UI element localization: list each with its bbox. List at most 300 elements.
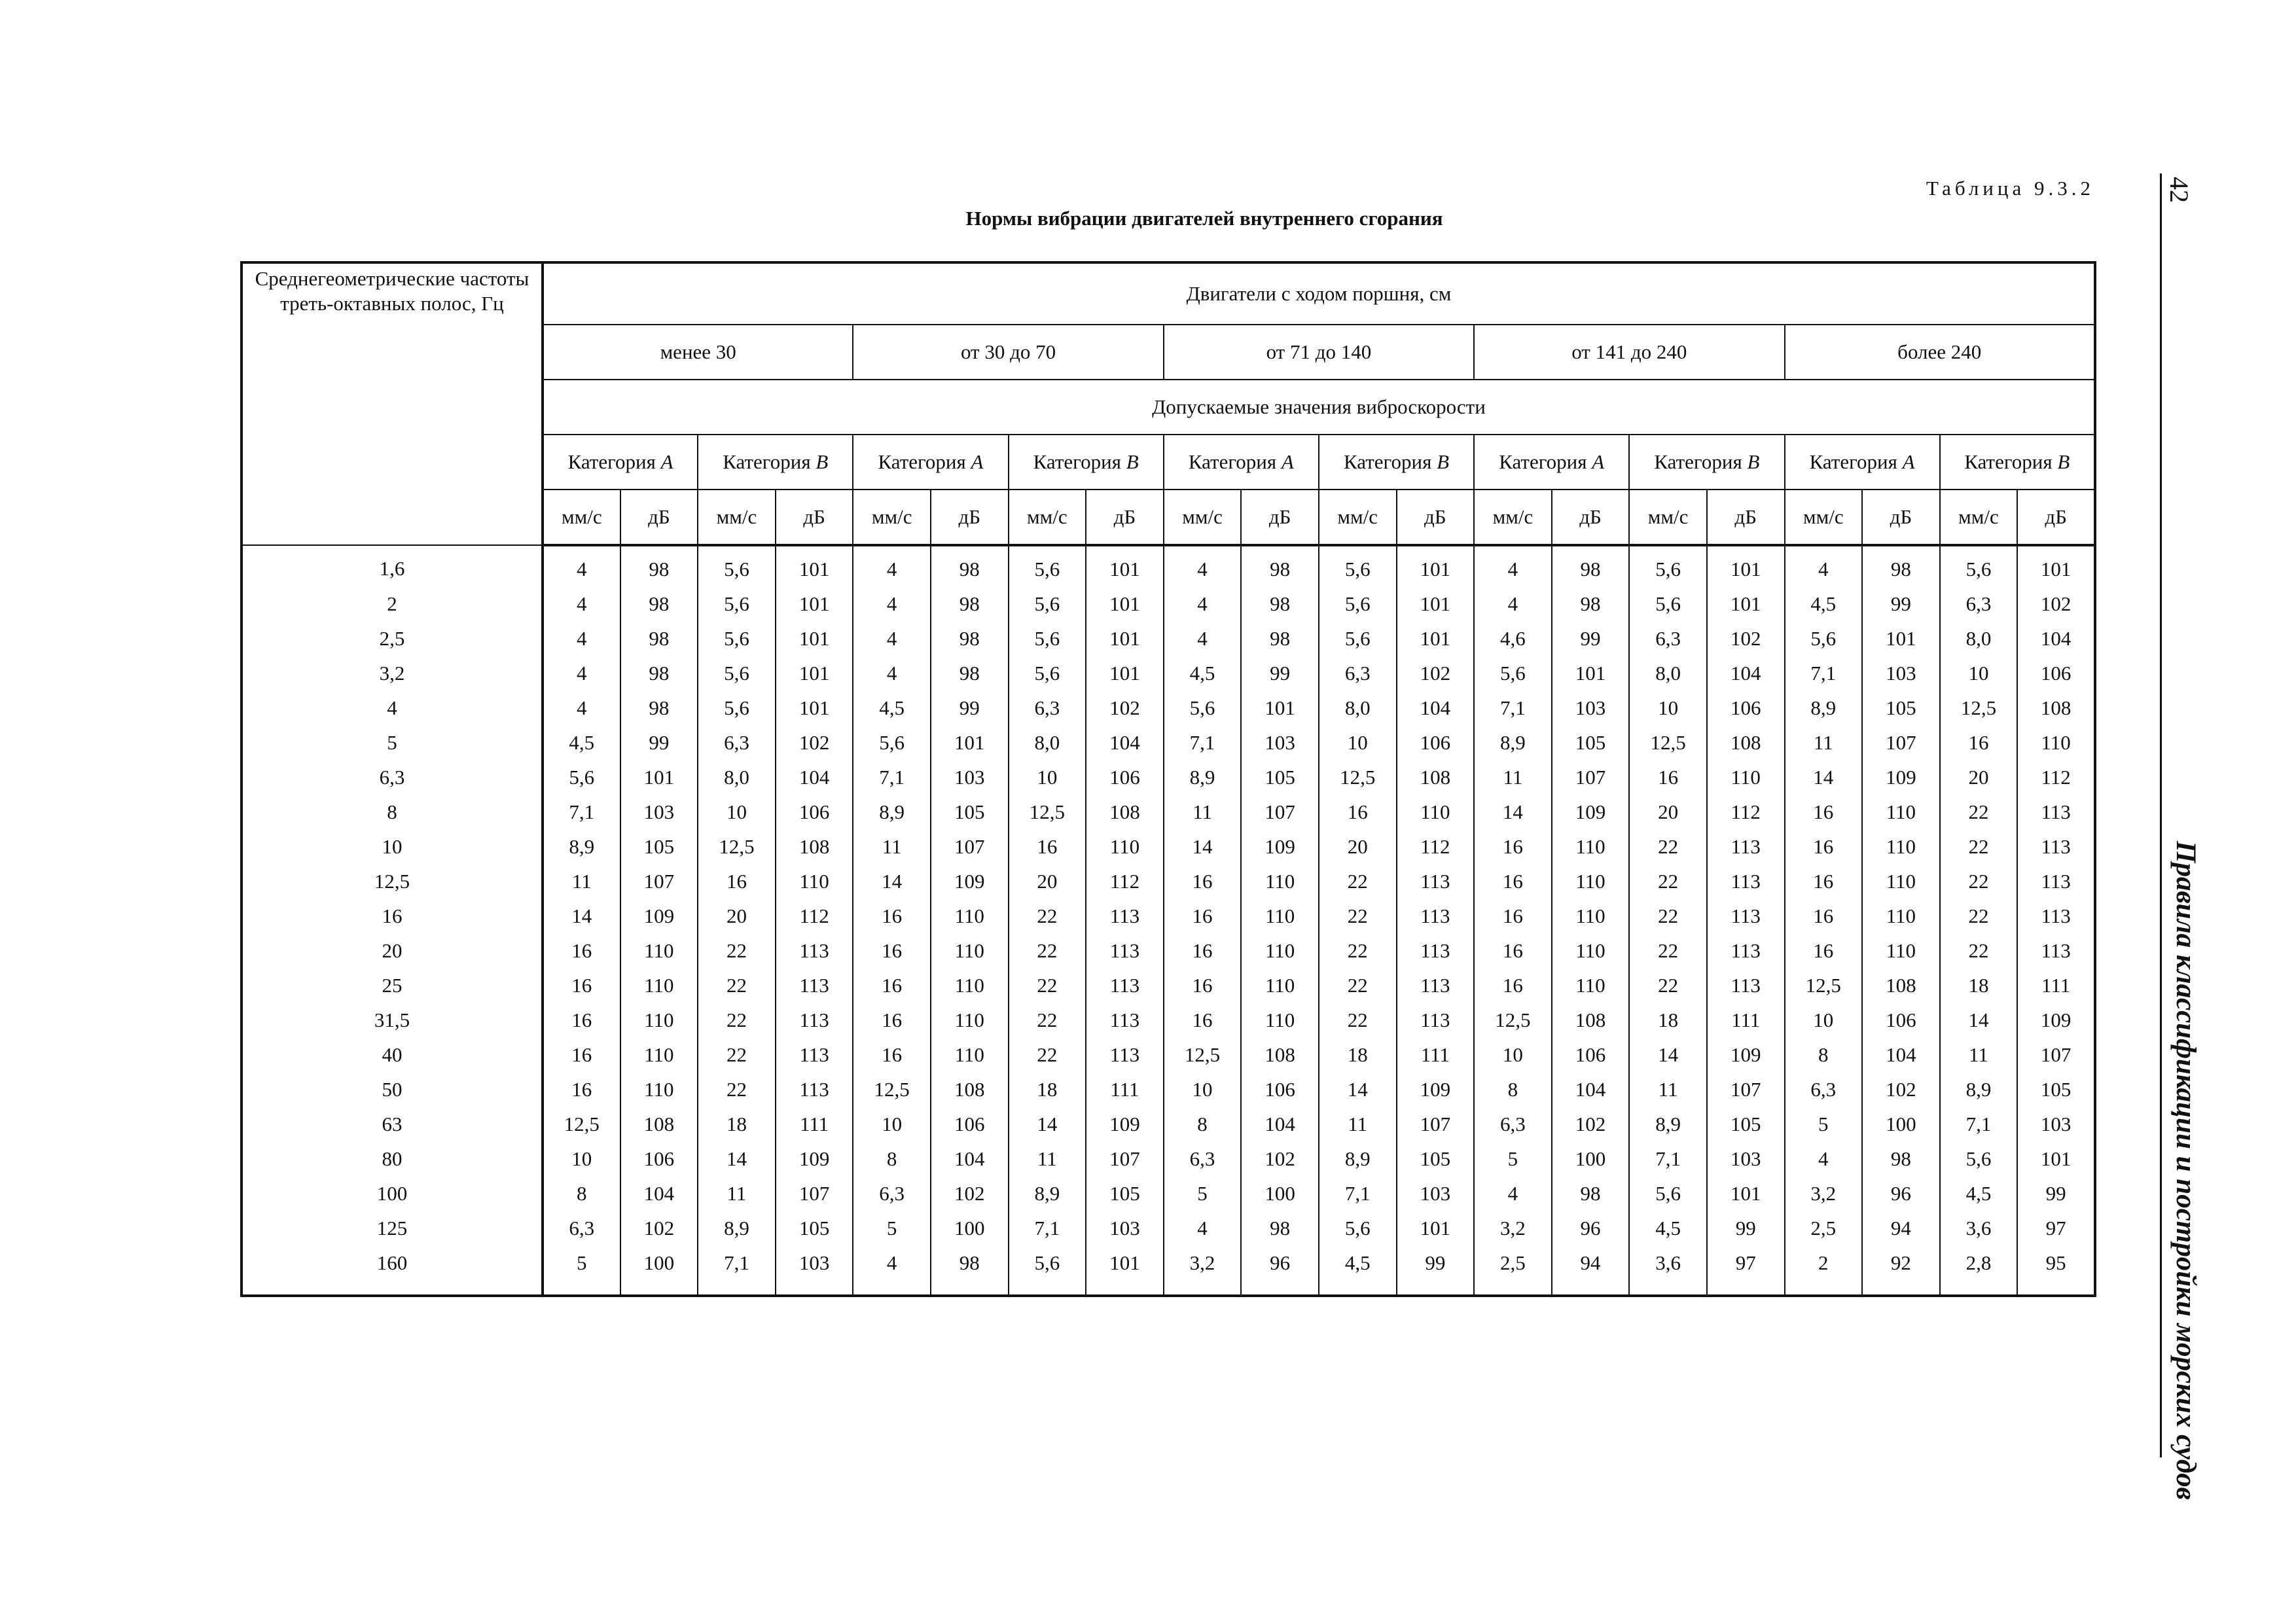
category-b-header — [698, 435, 853, 490]
velocity-db-cell: 99 — [1862, 586, 1940, 621]
velocity-db-cell: 104 — [776, 760, 853, 794]
velocity-db-cell: 101 — [2017, 545, 2095, 586]
category-label: Категория — [1964, 450, 2053, 473]
velocity-mms-cell: 6,3 — [1009, 690, 1086, 725]
velocity-db-cell: 102 — [1241, 1141, 1319, 1176]
velocity-db-cell: 100 — [1862, 1107, 1940, 1141]
velocity-mms-cell: 4 — [1785, 545, 1863, 586]
table-row — [242, 899, 2095, 933]
velocity-db-cell: 108 — [1552, 1003, 1630, 1037]
velocity-mms-cell: 8,9 — [853, 794, 931, 829]
category-a-header — [853, 435, 1008, 490]
velocity-mms-cell: 14 — [1629, 1037, 1707, 1072]
velocity-mms-cell: 5,6 — [1319, 621, 1397, 656]
velocity-mms-cell: 16 — [1785, 864, 1863, 899]
velocity-db-cell: 113 — [776, 968, 853, 1003]
velocity-db-cell: 110 — [931, 968, 1009, 1003]
velocity-db-cell: 108 — [1086, 794, 1164, 829]
table-row — [242, 1037, 2095, 1072]
velocity-db-cell: 113 — [2017, 933, 2095, 968]
velocity-mms-cell: 5,6 — [1009, 586, 1086, 621]
velocity-db-cell: 113 — [1707, 933, 1785, 968]
velocity-mms-cell: 8,9 — [1940, 1072, 2018, 1107]
velocity-mms-cell: 8,9 — [1474, 725, 1552, 760]
unit-mms-header: мм/с — [1319, 490, 1397, 545]
frequency-column-header: Среднегеометрические частоты треть-октавных полос, Гц — [242, 262, 543, 545]
velocity-db-cell: 98 — [1552, 586, 1630, 621]
table-row — [242, 933, 2095, 968]
velocity-db-cell: 110 — [1862, 794, 1940, 829]
velocity-mms-cell: 7,1 — [698, 1245, 776, 1296]
velocity-db-cell: 110 — [620, 1037, 698, 1072]
category-letter: A — [660, 450, 673, 473]
velocity-mms-cell: 5 — [543, 1245, 620, 1296]
velocity-mms-cell: 14 — [853, 864, 931, 899]
velocity-mms-cell: 7,1 — [853, 760, 931, 794]
velocity-db-cell: 102 — [1707, 621, 1785, 656]
velocity-mms-cell: 4 — [543, 545, 620, 586]
velocity-db-cell: 95 — [2017, 1245, 2095, 1296]
table-row — [242, 545, 2095, 586]
velocity-mms-cell: 4 — [1164, 586, 1242, 621]
velocity-mms-cell: 12,5 — [1164, 1037, 1242, 1072]
table-row — [242, 1141, 2095, 1176]
table-row — [242, 760, 2095, 794]
velocity-mms-cell: 6,3 — [543, 1211, 620, 1245]
velocity-mms-cell: 6,3 — [853, 1176, 931, 1211]
unit-mms-header: мм/с — [1940, 490, 2018, 545]
velocity-db-cell: 113 — [1397, 968, 1475, 1003]
velocity-db-cell: 102 — [1552, 1107, 1630, 1141]
velocity-mms-cell: 12,5 — [853, 1072, 931, 1107]
velocity-mms-cell: 5,6 — [698, 586, 776, 621]
velocity-db-cell: 101 — [1707, 1176, 1785, 1211]
velocity-mms-cell: 16 — [853, 899, 931, 933]
category-letter: A — [1592, 450, 1605, 473]
velocity-mms-cell: 7,1 — [1474, 690, 1552, 725]
velocity-db-cell: 106 — [1552, 1037, 1630, 1072]
velocity-db-cell: 113 — [1086, 1037, 1164, 1072]
velocity-db-cell: 109 — [1552, 794, 1630, 829]
velocity-db-cell: 113 — [1397, 899, 1475, 933]
velocity-db-cell: 102 — [1397, 656, 1475, 690]
velocity-db-cell: 100 — [620, 1245, 698, 1296]
unit-db-header: дБ — [620, 490, 698, 545]
velocity-mms-cell: 8 — [543, 1176, 620, 1211]
velocity-db-cell: 106 — [931, 1107, 1009, 1141]
velocity-db-cell: 112 — [1397, 829, 1475, 864]
velocity-db-cell: 113 — [1397, 1003, 1475, 1037]
velocity-db-cell: 98 — [1552, 1176, 1630, 1211]
velocity-mms-cell: 11 — [543, 864, 620, 899]
frequency-cell: 80 — [242, 1141, 543, 1176]
velocity-db-cell: 98 — [1241, 621, 1319, 656]
velocity-mms-cell: 5 — [1785, 1107, 1863, 1141]
velocity-mms-cell: 14 — [1474, 794, 1552, 829]
velocity-db-cell: 99 — [2017, 1176, 2095, 1211]
velocity-mms-cell: 2,5 — [1474, 1245, 1552, 1296]
velocity-mms-cell: 12,5 — [1785, 968, 1863, 1003]
velocity-db-cell: 109 — [931, 864, 1009, 899]
velocity-mms-cell: 22 — [1940, 933, 2018, 968]
velocity-mms-cell: 4 — [853, 545, 931, 586]
category-a-header — [543, 435, 698, 490]
table-row — [242, 1245, 2095, 1296]
velocity-db-cell: 109 — [1707, 1037, 1785, 1072]
velocity-mms-cell: 4 — [543, 586, 620, 621]
velocity-mms-cell: 5,6 — [1319, 586, 1397, 621]
velocity-db-cell: 110 — [1086, 829, 1164, 864]
velocity-db-cell: 104 — [1241, 1107, 1319, 1141]
velocity-mms-cell: 4 — [853, 656, 931, 690]
velocity-db-cell: 101 — [1862, 621, 1940, 656]
velocity-db-cell: 106 — [1862, 1003, 1940, 1037]
velocity-db-cell: 109 — [1086, 1107, 1164, 1141]
velocity-mms-cell: 4,5 — [1940, 1176, 2018, 1211]
velocity-mms-cell: 16 — [1785, 899, 1863, 933]
velocity-db-cell: 110 — [620, 933, 698, 968]
velocity-db-cell: 108 — [1241, 1037, 1319, 1072]
velocity-mms-cell: 6,3 — [1940, 586, 2018, 621]
velocity-mms-cell: 8,0 — [698, 760, 776, 794]
velocity-mms-cell: 4 — [1164, 1211, 1242, 1245]
velocity-mms-cell: 4,5 — [1785, 586, 1863, 621]
velocity-db-cell: 110 — [931, 1037, 1009, 1072]
velocity-mms-cell: 14 — [1319, 1072, 1397, 1107]
velocity-mms-cell: 22 — [1629, 829, 1707, 864]
unit-db-header: дБ — [1707, 490, 1785, 545]
velocity-db-cell: 94 — [1552, 1245, 1630, 1296]
velocity-db-cell: 108 — [776, 829, 853, 864]
category-a-header — [1474, 435, 1629, 490]
velocity-db-cell: 109 — [1397, 1072, 1475, 1107]
velocity-mms-cell: 8,0 — [1009, 725, 1086, 760]
velocity-db-cell: 111 — [776, 1107, 853, 1141]
velocity-mms-cell: 6,3 — [1785, 1072, 1863, 1107]
velocity-db-cell: 96 — [1241, 1245, 1319, 1296]
unit-mms-header: мм/с — [1164, 490, 1242, 545]
velocity-mms-cell: 16 — [543, 1072, 620, 1107]
table-row — [242, 621, 2095, 656]
stroke-range-header: менее 30 — [543, 325, 853, 380]
velocity-db-cell: 107 — [620, 864, 698, 899]
velocity-db-cell: 112 — [1086, 864, 1164, 899]
velocity-mms-cell: 18 — [1319, 1037, 1397, 1072]
velocity-db-cell: 101 — [931, 725, 1009, 760]
frequency-cell: 2,5 — [242, 621, 543, 656]
unit-db-header: дБ — [1862, 490, 1940, 545]
velocity-db-cell: 113 — [1707, 829, 1785, 864]
velocity-mms-cell: 22 — [1009, 968, 1086, 1003]
velocity-db-cell: 113 — [2017, 899, 2095, 933]
velocity-db-cell: 110 — [931, 933, 1009, 968]
velocity-mms-cell: 22 — [1319, 933, 1397, 968]
velocity-db-cell: 111 — [2017, 968, 2095, 1003]
velocity-mms-cell: 20 — [1940, 760, 2018, 794]
velocity-mms-cell: 5,6 — [1164, 690, 1242, 725]
velocity-db-cell: 110 — [620, 968, 698, 1003]
velocity-db-cell: 99 — [620, 725, 698, 760]
velocity-db-cell: 99 — [931, 690, 1009, 725]
velocity-mms-cell: 16 — [1629, 760, 1707, 794]
unit-db-header: дБ — [1552, 490, 1630, 545]
table-row — [242, 1072, 2095, 1107]
velocity-db-cell: 105 — [776, 1211, 853, 1245]
velocity-mms-cell: 4 — [543, 621, 620, 656]
velocity-mms-cell: 8,9 — [1164, 760, 1242, 794]
velocity-db-cell: 102 — [1862, 1072, 1940, 1107]
velocity-db-cell: 113 — [1707, 899, 1785, 933]
category-letter: B — [1747, 450, 1760, 473]
velocity-mms-cell: 5,6 — [1940, 545, 2018, 586]
velocity-db-cell: 108 — [1397, 760, 1475, 794]
velocity-mms-cell: 5 — [1164, 1176, 1242, 1211]
velocity-mms-cell: 22 — [1009, 899, 1086, 933]
velocity-mms-cell: 12,5 — [1940, 690, 2018, 725]
unit-mms-header: мм/с — [1629, 490, 1707, 545]
velocity-db-cell: 104 — [1862, 1037, 1940, 1072]
table-row — [242, 586, 2095, 621]
velocity-mms-cell: 4,5 — [1629, 1211, 1707, 1245]
velocity-mms-cell: 8 — [853, 1141, 931, 1176]
velocity-mms-cell: 10 — [1629, 690, 1707, 725]
velocity-mms-cell: 5,6 — [698, 621, 776, 656]
velocity-db-cell: 105 — [1086, 1176, 1164, 1211]
velocity-db-cell: 104 — [2017, 621, 2095, 656]
table-row — [242, 1003, 2095, 1037]
velocity-mms-cell: 4 — [1474, 1176, 1552, 1211]
velocity-db-cell: 113 — [776, 1003, 853, 1037]
unit-mms-header: мм/с — [543, 490, 620, 545]
velocity-mms-cell: 22 — [698, 1003, 776, 1037]
velocity-mms-cell: 5,6 — [698, 656, 776, 690]
velocity-db-cell: 113 — [776, 1072, 853, 1107]
velocity-mms-cell: 16 — [853, 933, 931, 968]
velocity-db-cell: 104 — [1707, 656, 1785, 690]
velocity-mms-cell: 8 — [1474, 1072, 1552, 1107]
velocity-db-cell: 110 — [620, 1003, 698, 1037]
velocity-mms-cell: 6,3 — [1319, 656, 1397, 690]
velocity-db-cell: 98 — [931, 621, 1009, 656]
category-b-header — [1319, 435, 1474, 490]
velocity-db-cell: 108 — [1862, 968, 1940, 1003]
velocity-db-cell: 113 — [2017, 864, 2095, 899]
unit-db-header: дБ — [1086, 490, 1164, 545]
velocity-db-cell: 98 — [620, 586, 698, 621]
velocity-mms-cell: 2 — [1785, 1245, 1863, 1296]
velocity-mms-cell: 4 — [1474, 586, 1552, 621]
velocity-db-cell: 111 — [1086, 1072, 1164, 1107]
velocity-mms-cell: 10 — [1009, 760, 1086, 794]
frequency-cell: 25 — [242, 968, 543, 1003]
frequency-cell: 160 — [242, 1245, 543, 1296]
velocity-db-cell: 107 — [1241, 794, 1319, 829]
velocity-mms-cell: 22 — [1940, 829, 2018, 864]
velocity-db-cell: 107 — [776, 1176, 853, 1211]
velocity-mms-cell: 4 — [1785, 1141, 1863, 1176]
velocity-db-cell: 106 — [1707, 690, 1785, 725]
stroke-range-header: от 71 до 140 — [1164, 325, 1474, 380]
velocity-mms-cell: 10 — [1940, 656, 2018, 690]
velocity-db-cell: 104 — [1397, 690, 1475, 725]
velocity-db-cell: 97 — [2017, 1211, 2095, 1245]
velocity-db-cell: 113 — [776, 933, 853, 968]
velocity-db-cell: 103 — [776, 1245, 853, 1296]
velocity-mms-cell: 4 — [1474, 545, 1552, 586]
velocity-db-cell: 104 — [1086, 725, 1164, 760]
velocity-mms-cell: 16 — [1474, 864, 1552, 899]
velocity-mms-cell: 20 — [1009, 864, 1086, 899]
velocity-mms-cell: 16 — [1164, 864, 1242, 899]
velocity-db-cell: 106 — [1397, 725, 1475, 760]
velocity-db-cell: 101 — [776, 545, 853, 586]
unit-mms-header: мм/с — [1474, 490, 1552, 545]
category-label: Категория — [1188, 450, 1277, 473]
velocity-db-cell: 103 — [1397, 1176, 1475, 1211]
velocity-mms-cell: 12,5 — [1319, 760, 1397, 794]
velocity-db-cell: 101 — [1707, 545, 1785, 586]
velocity-mms-cell: 7,1 — [543, 794, 620, 829]
velocity-db-cell: 108 — [1707, 725, 1785, 760]
velocity-mms-cell: 16 — [1164, 899, 1242, 933]
velocity-mms-cell: 22 — [1629, 968, 1707, 1003]
velocity-mms-cell: 16 — [853, 1003, 931, 1037]
frequency-cell: 20 — [242, 933, 543, 968]
velocity-mms-cell: 11 — [1785, 725, 1863, 760]
velocity-db-cell: 100 — [1241, 1176, 1319, 1211]
category-b-header — [1629, 435, 1784, 490]
velocity-mms-cell: 12,5 — [698, 829, 776, 864]
velocity-mms-cell: 14 — [698, 1141, 776, 1176]
velocity-mms-cell: 16 — [1474, 968, 1552, 1003]
velocity-db-cell: 98 — [620, 690, 698, 725]
velocity-db-cell: 96 — [1862, 1176, 1940, 1211]
velocity-db-cell: 109 — [1862, 760, 1940, 794]
velocity-mms-cell: 3,6 — [1940, 1211, 2018, 1245]
velocity-mms-cell: 18 — [1940, 968, 2018, 1003]
velocity-mms-cell: 22 — [698, 1072, 776, 1107]
velocity-db-cell: 110 — [1241, 1003, 1319, 1037]
velocity-db-cell: 113 — [1086, 968, 1164, 1003]
table-row — [242, 794, 2095, 829]
velocity-db-cell: 101 — [620, 760, 698, 794]
velocity-mms-cell: 16 — [543, 933, 620, 968]
velocity-mms-cell: 16 — [1164, 933, 1242, 968]
velocity-db-cell: 111 — [1397, 1037, 1475, 1072]
velocity-db-cell: 107 — [2017, 1037, 2095, 1072]
stroke-range-header: более 240 — [1785, 325, 2095, 380]
velocity-db-cell: 101 — [776, 690, 853, 725]
category-a-header — [1785, 435, 1940, 490]
velocity-db-cell: 110 — [1862, 899, 1940, 933]
velocity-db-cell: 99 — [1241, 656, 1319, 690]
velocity-db-cell: 113 — [776, 1037, 853, 1072]
velocity-db-cell: 103 — [1241, 725, 1319, 760]
frequency-cell: 40 — [242, 1037, 543, 1072]
velocity-mms-cell: 16 — [543, 968, 620, 1003]
frequency-cell: 4 — [242, 690, 543, 725]
velocity-mms-cell: 8 — [1785, 1037, 1863, 1072]
velocity-db-cell: 108 — [2017, 690, 2095, 725]
velocity-mms-cell: 5,6 — [1009, 1245, 1086, 1296]
velocity-db-cell: 113 — [1397, 933, 1475, 968]
velocity-db-cell: 101 — [1086, 545, 1164, 586]
velocity-db-cell: 113 — [1086, 933, 1164, 968]
velocity-mms-cell: 16 — [853, 1037, 931, 1072]
velocity-db-cell: 103 — [1707, 1141, 1785, 1176]
velocity-db-cell: 110 — [1552, 829, 1630, 864]
category-label: Категория — [723, 450, 811, 473]
velocity-mms-cell: 5,6 — [698, 690, 776, 725]
velocity-mms-cell: 18 — [1629, 1003, 1707, 1037]
table-number: Таблица 9.3.2 — [1926, 177, 2094, 200]
velocity-mms-cell: 22 — [1629, 864, 1707, 899]
velocity-mms-cell: 5,6 — [1474, 656, 1552, 690]
velocity-db-cell: 103 — [931, 760, 1009, 794]
velocity-mms-cell: 22 — [698, 968, 776, 1003]
velocity-mms-cell: 16 — [1164, 1003, 1242, 1037]
velocity-db-cell: 105 — [931, 794, 1009, 829]
velocity-mms-cell: 7,1 — [1009, 1211, 1086, 1245]
velocity-mms-cell: 8,9 — [698, 1211, 776, 1245]
velocity-db-cell: 98 — [931, 545, 1009, 586]
velocity-mms-cell: 5,6 — [1629, 586, 1707, 621]
velocity-db-cell: 101 — [1397, 545, 1475, 586]
velocity-db-cell: 113 — [1086, 1003, 1164, 1037]
velocity-mms-cell: 16 — [1785, 829, 1863, 864]
category-label: Категория — [1033, 450, 1121, 473]
velocity-mms-cell: 7,1 — [1785, 656, 1863, 690]
velocity-mms-cell: 22 — [1940, 899, 2018, 933]
velocity-db-cell: 110 — [1862, 933, 1940, 968]
frequency-cell: 31,5 — [242, 1003, 543, 1037]
velocity-db-cell: 98 — [931, 656, 1009, 690]
velocity-mms-cell: 22 — [1009, 1037, 1086, 1072]
velocity-mms-cell: 10 — [1319, 725, 1397, 760]
velocity-db-cell: 110 — [1862, 829, 1940, 864]
velocity-db-cell: 105 — [620, 829, 698, 864]
velocity-db-cell: 107 — [1552, 760, 1630, 794]
velocity-db-cell: 101 — [2017, 1141, 2095, 1176]
velocity-db-cell: 110 — [1241, 968, 1319, 1003]
velocity-db-cell: 101 — [776, 621, 853, 656]
velocity-db-cell: 101 — [1397, 621, 1475, 656]
velocity-mms-cell: 5,6 — [1629, 1176, 1707, 1211]
velocity-db-cell: 110 — [1397, 794, 1475, 829]
velocity-db-cell: 112 — [1707, 794, 1785, 829]
engines-stroke-header: Двигатели с ходом поршня, см — [543, 262, 2095, 325]
velocity-mms-cell: 8,0 — [1629, 656, 1707, 690]
frequency-cell: 12,5 — [242, 864, 543, 899]
velocity-mms-cell: 8,9 — [1009, 1176, 1086, 1211]
velocity-db-cell: 107 — [1707, 1072, 1785, 1107]
velocity-db-cell: 98 — [931, 586, 1009, 621]
velocity-mms-cell: 22 — [1319, 1003, 1397, 1037]
velocity-mms-cell: 8,0 — [1940, 621, 2018, 656]
table-body — [242, 545, 2095, 1296]
velocity-mms-cell: 16 — [1164, 968, 1242, 1003]
category-label: Категория — [1344, 450, 1432, 473]
category-label: Категория — [1809, 450, 1897, 473]
velocity-db-cell: 106 — [1241, 1072, 1319, 1107]
velocity-mms-cell: 7,1 — [1940, 1107, 2018, 1141]
velocity-db-cell: 113 — [2017, 829, 2095, 864]
velocity-mms-cell: 16 — [1474, 829, 1552, 864]
velocity-mms-cell: 5 — [1474, 1141, 1552, 1176]
velocity-db-cell: 99 — [1397, 1245, 1475, 1296]
velocity-mms-cell: 12,5 — [1009, 794, 1086, 829]
unit-mms-header: мм/с — [698, 490, 776, 545]
